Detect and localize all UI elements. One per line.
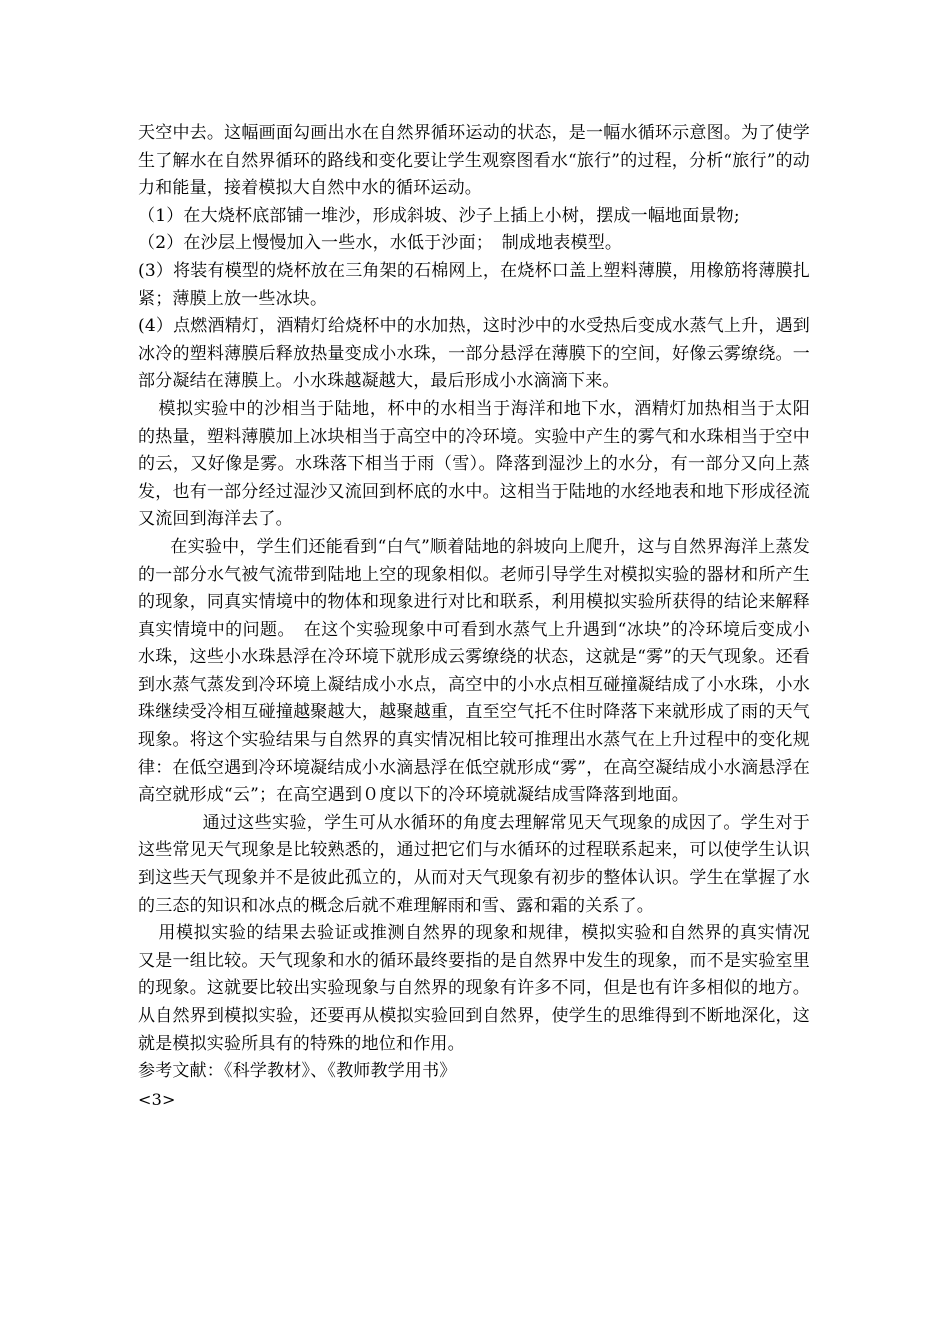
paragraph-weather-understanding: 通过这些实验，学生可从水循环的角度去理解常见天气现象的成因了。学生对于这些常见天气现象是比较熟悉的，通过把它们与水循环的过程联系起来，可以使学生认识到这些天气现象并不是彼此孤立的，从而对天气现象有初步的整体认识。学生在掌握了水的三态的知识和冰点的概念后就不难理解雨和雪、露和霜的关系了。	[138, 812, 810, 916]
paragraph-step-2: （2）在沙层上慢慢加入一些水，水低于沙面； 制成地表模型。	[138, 233, 623, 254]
paragraph-conclusion: 用模拟实验的结果去验证或推测自然界的现象和规律，模拟实验和自然界的真实情况又是一组比较。天气现象和水的循环最终要指的是自然界中发生的现象，而不是实验室里的现象。这就要比较出实验现象与自然界的现象有许多不同，但是也有许多相似的地方。从自然界到模拟实验，还要再从模拟实验回到自然界，使学生的思维得到不断地深化，这就是模拟实验所具有的特殊的地位和作用。	[138, 923, 810, 1054]
paragraph-step-3: (3）将装有模型的烧杯放在三角架的石棉网上，在烧杯口盖上塑料薄膜，用橡筋将薄膜扎紧；薄膜上放一些冰块。	[138, 260, 810, 309]
paragraph-water-cycle-intro: 天空中去。这幅画面勾画出水在自然界循环运动的状态，是一幅水循环示意图。为了使学生了解水在自然界循环的路线和变化要让学生观察图看水“旅行”的过程，分析“旅行”的动力和能量，接着模拟大自然中水的循环运动。	[138, 123, 810, 199]
paragraph-step-1: （1）在大烧杯底部铺一堆沙，形成斜坡、沙子上插上小树，摆成一幅地面景物;	[138, 205, 740, 226]
references-line: 参考文献：《科学教材》、《教师教学用书》	[138, 1061, 457, 1082]
paragraph-experiment-observation: 在实验中，学生们还能看到“白气”顺着陆地的斜坡向上爬升，这与自然界海洋上蒸发的一部分水气被气流带到陆地上空的现象相似。老师引导学生对模拟实验的器材和所产生的现象，同真实情境中的物体和现象进行对比和联系，利用模拟实验所获得的结论来解释真实情境中的问题。 在这个实验现象中可看到水蒸气上升遇到“冰块”的冷环境后变成小水珠，这些小水珠悬浮在冷环境下就形成云雾缭绕的状态，这就是“雾”的天气现象。还看到水蒸气蒸发到冷环境上凝结成小水点，高空中的小水点相互碰撞凝结成了小水珠，小水珠继续受冷相互碰撞越聚越大，越聚越重，直至空气托不住时降落下来就形成了雨的天气现象。将这个实验结果与自然界的真实情况相比较可推理出水蒸气在上升过程中的变化规律：在低空遇到冷环境凝结成小水滴悬浮在低空就形成“雾”，在高空凝结成小水滴悬浮在高空就形成“云”；在高空遇到０度以下的冷环境就凝结成雪降落到地面。	[138, 536, 810, 806]
paragraph-step-4: (4）点燃酒精灯，酒精灯给烧杯中的水加热，这时沙中的水受热后变成水蒸气上升，遇到冰冷的塑料薄膜后释放热量变成小水珠，一部分悬浮在薄膜下的空间，好像云雾缭绕。一部分凝结在薄膜上。小水珠越凝越大，最后形成小水滴滴下来。	[138, 316, 810, 392]
paragraph-simulation-analogy: 模拟实验中的沙相当于陆地，杯中的水相当于海洋和地下水，酒精灯加热相当于太阳的热量，塑料薄膜加上冰块相当于高空中的冷环境。实验中产生的雾气和水珠相当于空中的云，又好像是雾。水珠落下相当于雨（雪）。降落到湿沙上的水分，有一部分又向上蒸发，也有一部分经过湿沙又流回到杯底的水中。这相当于陆地的水经地表和地下形成径流又流回到海洋去了。	[138, 398, 810, 530]
document-body	[138, 120, 810, 1113]
page-number: <3>	[138, 1089, 176, 1109]
